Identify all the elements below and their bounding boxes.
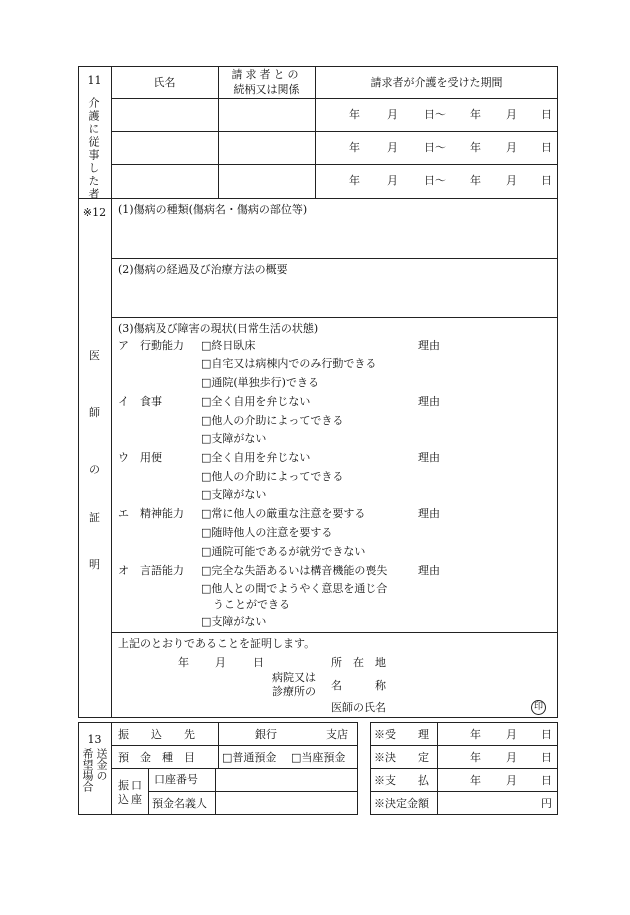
date-month: 月	[215, 656, 226, 669]
seal-icon: 印	[531, 700, 546, 715]
reason-label: 理由	[418, 451, 440, 464]
section-13-number: 13	[87, 733, 102, 746]
reason-label: 理由	[418, 507, 440, 520]
treatment-summary-label: (2)傷病の経過及び治療方法の概要	[118, 263, 288, 276]
col-relation-header-1: 請求者との	[231, 68, 302, 81]
checkbox-option[interactable]: □他人との間でようやく意思を通じ合	[201, 582, 388, 595]
checkbox-option[interactable]: □自宅又は病棟内でのみ行動できる	[201, 357, 377, 370]
category-eating: イ 食事	[118, 395, 162, 408]
account-holder-label: 預金名義人	[152, 797, 207, 810]
branch-label: 支店	[326, 728, 348, 741]
category-mobility: ア 行動能力	[118, 339, 184, 352]
checkbox-option[interactable]: □支障がない	[201, 488, 267, 501]
section-11-number: 11	[87, 74, 102, 87]
section-11-side-label: 介護に従事した者	[87, 97, 100, 201]
date-day: 日	[253, 656, 264, 669]
checkbox-option[interactable]: □随時他人の注意を要する	[201, 526, 333, 539]
transfer-destination-label: 振 込 先	[118, 728, 195, 741]
checkbox-option[interactable]: □全く自用を弁じない	[201, 451, 311, 464]
checkbox-option[interactable]: □全く自用を弁じない	[201, 395, 311, 408]
reason-label: 理由	[418, 564, 440, 577]
section-13-side-label-2: 希望場合	[81, 748, 94, 792]
hospital-label-1: 病院又は	[272, 671, 316, 684]
checkbox-option[interactable]: □完全な失語あるいは構音機能の喪失	[201, 564, 388, 577]
transfer-account-label-2: 込座	[118, 793, 144, 806]
checkbox-current-deposit[interactable]: □当座預金	[291, 751, 346, 764]
current-status-label: (3)傷病及び障害の現状(日常生活の状態)	[118, 322, 319, 335]
doctor-name-label: 医師の氏名	[331, 701, 386, 714]
certification-statement: 上記のとおりであることを証明します。	[118, 637, 316, 650]
office-amount-label: ※決定金額	[374, 797, 429, 810]
checkbox-option[interactable]: □通院可能であるが就労できない	[201, 545, 366, 558]
checkbox-option[interactable]: □通院(単独歩行)できる	[201, 376, 319, 389]
checkbox-option[interactable]: □常に他人の厳重な注意を要する	[201, 507, 366, 520]
section-13-side-label-1: 送金の	[95, 748, 108, 781]
injury-type-label: (1)傷病の種類(傷病名・傷病の部位等)	[118, 203, 308, 216]
reason-label: 理由	[418, 339, 440, 352]
category-speech: オ 言語能力	[118, 564, 184, 577]
checkbox-option[interactable]: □他人の介助によってできる	[201, 414, 344, 427]
reason-label: 理由	[418, 395, 440, 408]
office-decided-label: ※決 定	[374, 751, 429, 764]
option-continuation: うことができる	[213, 598, 290, 611]
category-toilet: ウ 用便	[118, 451, 162, 464]
location-label: 所 在 地	[331, 656, 386, 669]
office-paid-label: ※支 払	[374, 774, 429, 787]
checkbox-option[interactable]: □支障がない	[201, 432, 267, 445]
account-number-label: 口座番号	[154, 773, 198, 786]
checkbox-ordinary-deposit[interactable]: □普通預金	[222, 751, 277, 764]
hospital-label-2: 診療所の	[272, 685, 316, 698]
deposit-type-label: 預 金 種 目	[118, 751, 195, 764]
col-relation-header-2: 続柄又は関係	[233, 83, 300, 96]
checkbox-option[interactable]: □終日臥床	[201, 339, 256, 352]
col-period-header: 請求者が介護を受けた期間	[370, 76, 503, 89]
transfer-account-label-1: 振口	[118, 779, 144, 792]
bank-label: 銀行	[255, 728, 277, 741]
section-12-number: ※12	[82, 206, 107, 219]
date-year: 年	[178, 656, 189, 669]
yen-label: 円	[541, 797, 552, 810]
facility-name-label: 名 称	[331, 679, 386, 692]
col-name-header: 氏名	[153, 76, 176, 89]
checkbox-option[interactable]: □支障がない	[201, 615, 267, 628]
office-received-label: ※受 理	[374, 728, 429, 741]
category-mental: エ 精神能力	[118, 507, 184, 520]
checkbox-option[interactable]: □他人の介助によってできる	[201, 470, 344, 483]
